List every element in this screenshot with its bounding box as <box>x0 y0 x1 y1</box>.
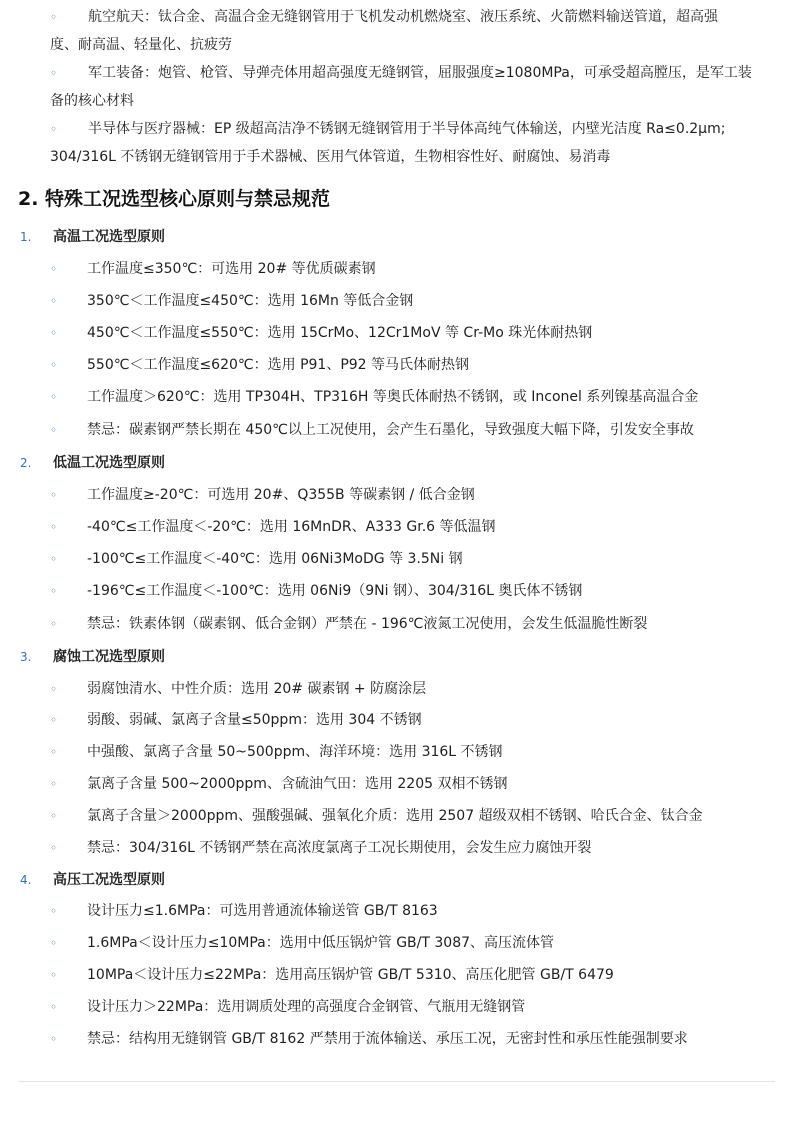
bullet-icon: ◦ <box>50 10 58 24</box>
bullet-icon: ◦ <box>50 809 58 823</box>
list-item: 工作温度≤350℃：可选用 20# 等优质碳素钢 <box>87 261 376 277</box>
bullet-icon: ◦ <box>50 1000 58 1014</box>
bullet-icon: ◦ <box>50 777 58 791</box>
list-number: 3. <box>20 650 32 664</box>
bullet-icon: ◦ <box>50 358 58 372</box>
list-number: 1. <box>20 230 32 244</box>
section-title: 2. 特殊工况选型核心原则与禁忌规范 <box>18 188 331 210</box>
list-item: 氯离子含量＞2000ppm、强酸强碱、强氧化介质：选用 2507 超级双相不锈钢、哈氏合金、钛合金 <box>87 808 703 824</box>
list-item <box>50 59 775 115</box>
list-item-warning: 禁忌：结构用无缝钢管 GB/T 8162 严禁用于流体输送、承压工况，无密封性和承压性能强制要求 <box>87 1031 688 1047</box>
list-item <box>50 115 775 171</box>
list-item: 弱腐蚀清水、中性介质：选用 20# 碳素钢 + 防腐涂层 <box>87 681 427 697</box>
bullet-icon: ◦ <box>50 713 58 727</box>
list-item <box>50 3 775 59</box>
list-item: 350℃＜工作温度≤450℃：选用 16Mn 等低合金钢 <box>87 293 414 309</box>
list-item: 550℃＜工作温度≤620℃：选用 P91、P92 等马氏体耐热钢 <box>87 357 470 373</box>
bullet-icon: ◦ <box>50 294 58 308</box>
bullet-icon: ◦ <box>50 682 58 696</box>
group-heading-high-temp: 高温工况选型原则 <box>53 229 165 245</box>
list-item: 中强酸、氯离子含量 50~500ppm、海洋环境：选用 316L 不锈钢 <box>87 744 503 760</box>
list-item: 设计压力≤1.6MPa：可选用普通流体输送管 GB/T 8163 <box>87 903 438 919</box>
group-heading-corrosion: 腐蚀工况选型原则 <box>53 649 165 665</box>
bullet-icon: ◦ <box>50 904 58 918</box>
bullet-icon: ◦ <box>50 423 58 437</box>
list-item: -196℃≤工作温度＜-100℃：选用 06Ni9（9Ni 钢）、304/316L 奥氏体不锈钢 <box>87 583 583 599</box>
bullet-icon: ◦ <box>50 1032 58 1046</box>
group-heading-high-pressure: 高压工况选型原则 <box>53 872 165 888</box>
bullet-icon: ◦ <box>50 584 58 598</box>
list-item-text: 航空航天：钛合金、高温合金无缝钢管用于飞机发动机燃烧室、液压系统、火箭燃料输送管道，超高强 <box>88 9 718 25</box>
list-item-warning: 禁忌：碳素钢严禁长期在 450℃以上工况使用，会产生石墨化，导致强度大幅下降，引发安全事故 <box>87 422 694 438</box>
list-item: -100℃≤工作温度＜-40℃：选用 06Ni3MoDG 等 3.5Ni 钢 <box>87 551 463 567</box>
list-item: 工作温度≥-20℃：可选用 20#、Q355B 等碳素钢 / 低合金钢 <box>87 487 475 503</box>
list-item: 450℃＜工作温度≤550℃：选用 15CrMo、12Cr1MoV 等 Cr-Mo 珠光体耐热钢 <box>87 325 593 341</box>
list-item-warning: 禁忌：铁素体钢（碳素钢、低合金钢）严禁在 - 196℃液氮工况使用，会发生低温脆性断裂 <box>87 616 648 632</box>
list-item-text-cont: 度、耐高温、轻量化、抗疲劳 <box>50 37 232 53</box>
list-item-text: 军工装备：炮管、枪管、导弹壳体用超高强度无缝钢管，屈服强度≥1080MPa，可承受超高膛压，是军工装 <box>88 65 752 81</box>
divider <box>18 1081 775 1082</box>
list-number: 2. <box>20 456 32 470</box>
list-item: 设计压力＞22MPa：选用调质处理的高强度合金钢管、气瓶用无缝钢管 <box>87 999 526 1015</box>
bullet-icon: ◦ <box>50 552 58 566</box>
group-heading-low-temp: 低温工况选型原则 <box>53 455 165 471</box>
list-item-text: 半导体与医疗器械：EP 级超高洁净不锈钢无缝钢管用于半导体高纯气体输送，内壁光洁度 Ra≤0.2μm; <box>88 121 726 137</box>
bullet-icon: ◦ <box>50 968 58 982</box>
list-item-warning: 禁忌：304/316L 不锈钢严禁在高浓度氯离子工况长期使用，会发生应力腐蚀开裂 <box>87 840 592 856</box>
list-item: -40℃≤工作温度＜-20℃：选用 16MnDR、A333 Gr.6 等低温钢 <box>87 519 496 535</box>
list-item: 1.6MPa＜设计压力≤10MPa：选用中低压锅炉管 GB/T 3087、高压流体管 <box>87 935 555 951</box>
list-item: 10MPa＜设计压力≤22MPa：选用高压锅炉管 GB/T 5310、高压化肥管 GB/T 6479 <box>87 967 614 983</box>
bullet-icon: ◦ <box>50 390 58 404</box>
list-number: 4. <box>20 873 32 887</box>
bullet-icon: ◦ <box>50 745 58 759</box>
bullet-icon: ◦ <box>50 262 58 276</box>
bullet-icon: ◦ <box>50 122 58 136</box>
bullet-icon: ◦ <box>50 617 58 631</box>
bullet-icon: ◦ <box>50 841 58 855</box>
list-item: 弱酸、弱碱、氯离子含量≤50ppm：选用 304 不锈钢 <box>87 712 422 728</box>
bullet-icon: ◦ <box>50 520 58 534</box>
bullet-icon: ◦ <box>50 326 58 340</box>
bullet-icon: ◦ <box>50 488 58 502</box>
bullet-icon: ◦ <box>50 66 58 80</box>
list-item: 氯离子含量 500~2000ppm、含硫油气田：选用 2205 双相不锈钢 <box>87 776 508 792</box>
list-item-text-cont: 304/316L 不锈钢无缝钢管用于手术器械、医用气体管道，生物相容性好、耐腐蚀、易消毒 <box>50 149 611 165</box>
list-item: 工作温度＞620℃：选用 TP304H、TP316H 等奥氏体耐热不锈钢，或 Inconel 系列镍基高温合金 <box>87 389 699 405</box>
list-item-text-cont: 备的核心材料 <box>50 93 134 109</box>
bullet-icon: ◦ <box>50 936 58 950</box>
